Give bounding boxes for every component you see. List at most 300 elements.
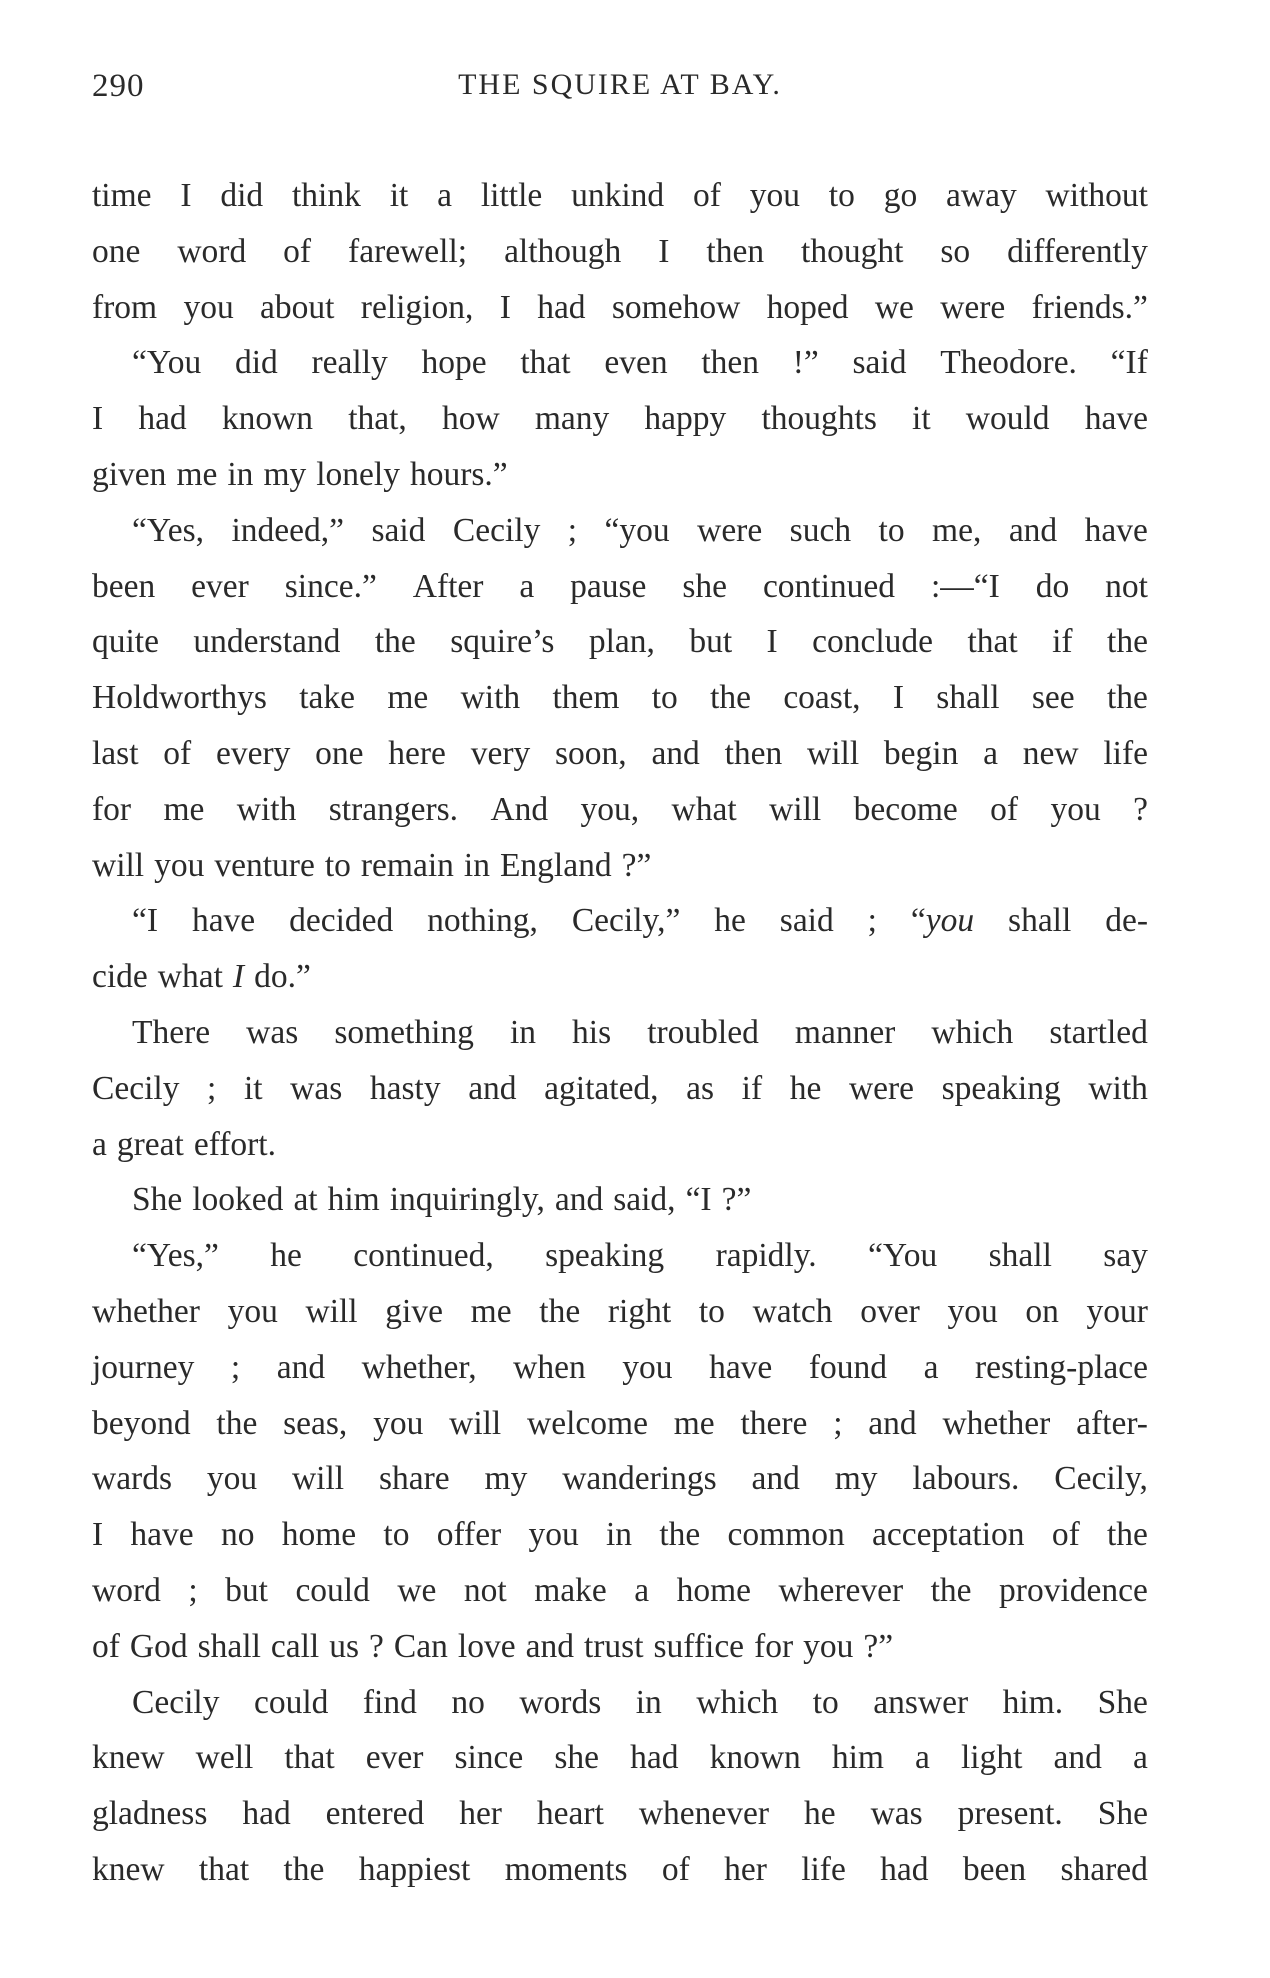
word: the <box>710 679 752 717</box>
word: coast, <box>783 679 861 717</box>
word: you <box>528 1516 579 1554</box>
word: see <box>1031 679 1075 717</box>
word: squire’s <box>450 623 555 661</box>
text-line <box>92 782 1148 838</box>
word: “Yes, <box>132 511 204 549</box>
word: hasty <box>369 1069 441 1107</box>
word: knew <box>92 1739 165 1777</box>
word: a <box>519 567 535 605</box>
word: ? <box>369 1627 384 1665</box>
word: ever <box>365 1739 424 1777</box>
word: quite <box>92 623 159 661</box>
word: that <box>520 344 571 382</box>
word: the <box>374 623 416 661</box>
word: even <box>604 344 668 382</box>
word: whether <box>92 1292 200 1330</box>
word: since <box>454 1739 524 1777</box>
text-line <box>92 1563 1148 1619</box>
word: ?” <box>721 1181 752 1219</box>
word: with <box>236 790 297 828</box>
word: heart <box>536 1795 604 1833</box>
word: understand <box>193 623 341 661</box>
word: religion, <box>360 288 474 326</box>
word: trust <box>583 1627 644 1665</box>
word: my <box>484 1460 528 1498</box>
word: Holdworthys <box>92 679 267 717</box>
word: right <box>607 1292 672 1330</box>
text-line <box>92 1507 1148 1563</box>
word: ever <box>191 567 249 605</box>
word: England <box>499 846 612 884</box>
word: he <box>270 1237 302 1275</box>
word: the <box>1106 679 1148 717</box>
word: my <box>263 455 307 493</box>
word: from <box>92 288 158 326</box>
word: when <box>513 1348 586 1386</box>
text-line <box>92 1786 1148 1842</box>
word: lonely <box>316 455 400 493</box>
word: with <box>460 679 521 717</box>
word: She <box>1097 1683 1148 1721</box>
word: then <box>701 344 759 382</box>
word: “you <box>604 511 670 549</box>
word: last <box>92 734 139 772</box>
word: “Yes,” <box>132 1237 219 1275</box>
word: every <box>215 734 291 772</box>
word: ; <box>567 511 578 549</box>
word: no <box>220 1516 255 1554</box>
word: were <box>697 511 763 549</box>
text-line <box>92 838 1148 894</box>
word: love <box>457 1627 516 1665</box>
word: After <box>412 567 484 605</box>
word: present. <box>957 1795 1063 1833</box>
word: something <box>334 1013 474 1051</box>
word: and <box>525 1627 574 1665</box>
word: have <box>709 1348 773 1386</box>
word: thoughts <box>761 400 877 438</box>
word: shared <box>1060 1850 1148 1888</box>
word: ? <box>1133 790 1148 828</box>
word: troubled <box>647 1013 759 1051</box>
word: did <box>234 344 278 382</box>
word: whether, <box>361 1348 477 1386</box>
word: we <box>397 1571 437 1609</box>
word: effort. <box>193 1125 276 1163</box>
word: would <box>965 400 1050 438</box>
word: known <box>221 400 314 438</box>
word: then <box>724 734 783 772</box>
word: it <box>243 1069 263 1107</box>
word: to <box>812 1683 839 1721</box>
word: somehow <box>611 288 741 326</box>
word: such <box>789 511 852 549</box>
word: to <box>383 1516 410 1554</box>
word: become <box>853 790 958 828</box>
body-text <box>92 168 1148 1898</box>
word: have <box>130 1516 194 1554</box>
word: hoped <box>766 288 849 326</box>
word: ?” <box>863 1627 894 1665</box>
word: moments <box>504 1850 628 1888</box>
word: how <box>441 400 500 438</box>
word: venture <box>214 846 315 884</box>
word: without <box>1045 177 1148 214</box>
text-line <box>92 1619 1148 1675</box>
text-line <box>92 1451 1148 1507</box>
word: a <box>1132 1739 1148 1777</box>
word: find <box>362 1683 417 1721</box>
word: after- <box>1076 1404 1148 1442</box>
word: said, <box>613 1181 676 1219</box>
text-line <box>92 893 1148 949</box>
word: was <box>290 1069 343 1107</box>
word: in <box>463 846 490 884</box>
word: speaking <box>545 1237 665 1275</box>
word: shall <box>988 1237 1052 1275</box>
word: think <box>292 177 361 214</box>
word: you <box>749 177 800 214</box>
word: although <box>504 232 622 270</box>
word: wards <box>92 1460 173 1498</box>
word: ; <box>867 902 877 940</box>
word: in <box>635 1683 662 1721</box>
word: him <box>327 1181 380 1219</box>
word: I <box>766 623 778 661</box>
word: God <box>129 1627 188 1665</box>
word: a <box>923 1348 939 1386</box>
word: known <box>709 1739 801 1777</box>
word: about <box>260 288 335 326</box>
word: resting-place <box>974 1348 1148 1386</box>
word: but <box>689 623 733 661</box>
word: manner <box>794 1013 896 1051</box>
text-line <box>92 1061 1148 1117</box>
word: suffice <box>653 1627 745 1665</box>
word: you <box>947 1292 998 1330</box>
word: She <box>132 1181 183 1219</box>
word: with <box>1088 1069 1148 1107</box>
word: had <box>242 1795 291 1833</box>
word: not <box>463 1571 507 1609</box>
word: rapidly. <box>715 1237 817 1275</box>
word: continued <box>762 567 896 605</box>
word: new <box>1022 734 1079 772</box>
word: to <box>324 846 351 884</box>
word: welcome <box>527 1404 648 1442</box>
word: watch <box>752 1292 833 1330</box>
word: common <box>727 1516 845 1554</box>
word: speaking <box>941 1069 1061 1107</box>
word: we <box>874 288 914 326</box>
word: offer <box>436 1516 502 1554</box>
word: for <box>92 790 132 828</box>
word: I <box>892 679 904 717</box>
word: call <box>270 1627 320 1665</box>
word: my <box>834 1460 878 1498</box>
word: us <box>329 1627 360 1665</box>
word: the <box>283 1850 325 1888</box>
word: to <box>651 679 678 717</box>
word: here <box>388 734 446 772</box>
word: me <box>163 790 205 828</box>
word: many <box>534 400 610 438</box>
word: that <box>198 1850 250 1888</box>
word: Cecily <box>452 511 541 549</box>
word: at <box>293 1181 318 1219</box>
word: me, <box>932 511 982 549</box>
word: said <box>779 902 834 940</box>
word: was <box>870 1795 923 1833</box>
word: been <box>92 567 156 605</box>
word: take <box>299 679 356 717</box>
word: farewell; <box>348 232 468 270</box>
word: if <box>741 1069 763 1107</box>
word: had <box>537 288 586 326</box>
word: away <box>946 177 1017 214</box>
word: so <box>940 232 971 270</box>
word: light <box>961 1739 1023 1777</box>
word: and <box>1053 1739 1102 1777</box>
word: which <box>931 1013 1014 1051</box>
word: seas, <box>283 1404 348 1442</box>
word: go <box>883 177 918 214</box>
word: I <box>499 288 511 326</box>
word: what <box>157 958 223 996</box>
word: !” <box>792 344 819 382</box>
text-line <box>92 949 1148 1005</box>
word: had <box>630 1739 679 1777</box>
word: “You <box>868 1237 938 1275</box>
word: you <box>622 1348 673 1386</box>
word: a <box>437 177 453 214</box>
word: ; <box>207 1069 217 1107</box>
word: me <box>470 1292 512 1330</box>
text-line <box>92 1284 1148 1340</box>
word: cide <box>92 958 148 996</box>
word: really <box>311 344 388 382</box>
word: beyond <box>92 1404 191 1442</box>
word: to <box>698 1292 725 1330</box>
word: Cecily <box>92 1069 180 1107</box>
word: you <box>183 288 234 326</box>
word: could <box>253 1683 329 1721</box>
running-head: THE SQUIRE AT BAY. <box>458 68 782 101</box>
word: had <box>138 400 187 438</box>
word: I <box>92 400 104 438</box>
word: ; <box>230 1348 241 1386</box>
word: but <box>225 1571 268 1609</box>
word: will <box>807 734 860 772</box>
text-line <box>92 1675 1148 1731</box>
word: she <box>682 567 728 605</box>
word: given <box>92 455 167 493</box>
word: and <box>651 734 700 772</box>
word: great <box>116 1125 184 1163</box>
word: you <box>154 846 205 884</box>
word: on <box>1025 1292 1059 1330</box>
word: Theodore. <box>940 344 1077 382</box>
word: hope <box>421 344 487 382</box>
word: him. <box>1002 1683 1064 1721</box>
word: friends.” <box>1031 288 1148 326</box>
word: he <box>714 902 746 940</box>
word: soon, <box>555 734 627 772</box>
word: and <box>751 1460 800 1498</box>
word: happiest <box>358 1850 471 1888</box>
page-header <box>92 62 1148 120</box>
word: I <box>658 232 670 270</box>
page-number: 290 <box>92 68 145 104</box>
word: home <box>676 1571 752 1609</box>
word: “I <box>132 902 159 940</box>
word: said <box>371 511 426 549</box>
word: looked <box>192 1181 284 1219</box>
word: it <box>912 400 931 438</box>
word: journey <box>92 1348 195 1386</box>
word: remain <box>360 846 454 884</box>
word: that, <box>348 400 407 438</box>
word: the <box>659 1516 701 1554</box>
word: that <box>967 623 1018 661</box>
word: will <box>291 1460 345 1498</box>
word: acceptation <box>872 1516 1025 1554</box>
word: said <box>852 344 907 382</box>
word: were <box>940 288 1006 326</box>
word: “You <box>132 344 202 382</box>
word: do <box>1035 567 1070 605</box>
word: the <box>539 1292 581 1330</box>
word: ; <box>833 1404 843 1442</box>
word: and <box>868 1404 917 1442</box>
word: me <box>176 455 218 493</box>
word: labours. <box>912 1460 1020 1498</box>
word: inquiringly, <box>389 1181 545 1219</box>
text-line <box>92 168 1148 224</box>
word: and <box>1008 511 1058 549</box>
text-line <box>92 280 1148 336</box>
word: as <box>686 1069 715 1107</box>
word: since.” <box>284 567 377 605</box>
word: make <box>534 1571 607 1609</box>
word: had <box>880 1850 929 1888</box>
word: and <box>276 1348 326 1386</box>
word: have <box>1084 400 1148 438</box>
word: happy <box>644 400 727 438</box>
word: ; <box>188 1571 198 1609</box>
text-line <box>92 335 1148 391</box>
word: life <box>1103 734 1148 772</box>
word: over <box>860 1292 920 1330</box>
word: I <box>92 1516 104 1554</box>
word: begin <box>883 734 959 772</box>
word: her <box>724 1850 767 1888</box>
word: little <box>480 177 543 214</box>
word: :—“I <box>930 567 1000 605</box>
word: if <box>1052 623 1073 661</box>
word: for <box>754 1627 794 1665</box>
word: in <box>606 1516 633 1554</box>
book-page <box>92 62 1148 1898</box>
word: unkind <box>571 177 665 214</box>
text-line <box>92 1842 1148 1898</box>
text-line <box>92 503 1148 559</box>
word: agitated, <box>544 1069 659 1107</box>
word: will <box>92 846 145 884</box>
word: been <box>962 1850 1027 1888</box>
word: decided <box>289 902 394 940</box>
word: what <box>671 790 737 828</box>
word: “you <box>910 902 975 940</box>
word: of <box>1051 1516 1080 1554</box>
word: a <box>634 1571 650 1609</box>
text-line <box>92 224 1148 280</box>
word: Cecily <box>132 1683 220 1721</box>
word: indeed,” <box>231 511 344 549</box>
word: no <box>451 1683 485 1721</box>
word: I <box>232 958 245 996</box>
word: startled <box>1049 1013 1148 1051</box>
word: life <box>801 1850 846 1888</box>
text-line <box>92 391 1148 447</box>
word: conclude <box>812 623 934 661</box>
word: shall <box>1008 902 1072 940</box>
word: of <box>283 232 312 270</box>
word: She <box>1097 1795 1148 1833</box>
word: wherever <box>778 1571 904 1609</box>
word: will <box>449 1404 502 1442</box>
word: thought <box>801 232 904 270</box>
word: which <box>696 1683 779 1721</box>
word: and <box>468 1069 517 1107</box>
word: to <box>828 177 855 214</box>
word: and <box>554 1181 604 1219</box>
word: the <box>930 1571 972 1609</box>
word: she <box>554 1739 600 1777</box>
word: did <box>220 177 264 214</box>
text-line <box>92 1730 1148 1786</box>
word: knew <box>92 1850 165 1888</box>
word: plan, <box>588 623 655 661</box>
text-line <box>92 447 1148 503</box>
word: the <box>1107 623 1148 661</box>
word: to <box>878 511 905 549</box>
word: was <box>246 1013 299 1051</box>
word: say <box>1103 1237 1148 1275</box>
word: answer <box>873 1683 969 1721</box>
word: you <box>803 1627 854 1665</box>
text-line <box>92 559 1148 615</box>
word: them <box>552 679 620 717</box>
word: word <box>92 1571 161 1609</box>
text-line <box>92 1172 1148 1228</box>
word: Can <box>393 1627 448 1665</box>
word: I <box>180 177 192 214</box>
word: providence <box>999 1571 1148 1609</box>
word: were <box>848 1069 915 1107</box>
word: words <box>519 1683 602 1721</box>
text-line <box>92 1396 1148 1452</box>
word: home <box>281 1516 357 1554</box>
word: share <box>378 1460 450 1498</box>
word: the <box>1107 1516 1148 1554</box>
word: one <box>315 734 364 772</box>
word: a <box>983 734 998 772</box>
word: There <box>132 1013 211 1051</box>
word: pause <box>570 567 647 605</box>
text-line <box>92 1005 1148 1061</box>
word: well <box>195 1739 254 1777</box>
